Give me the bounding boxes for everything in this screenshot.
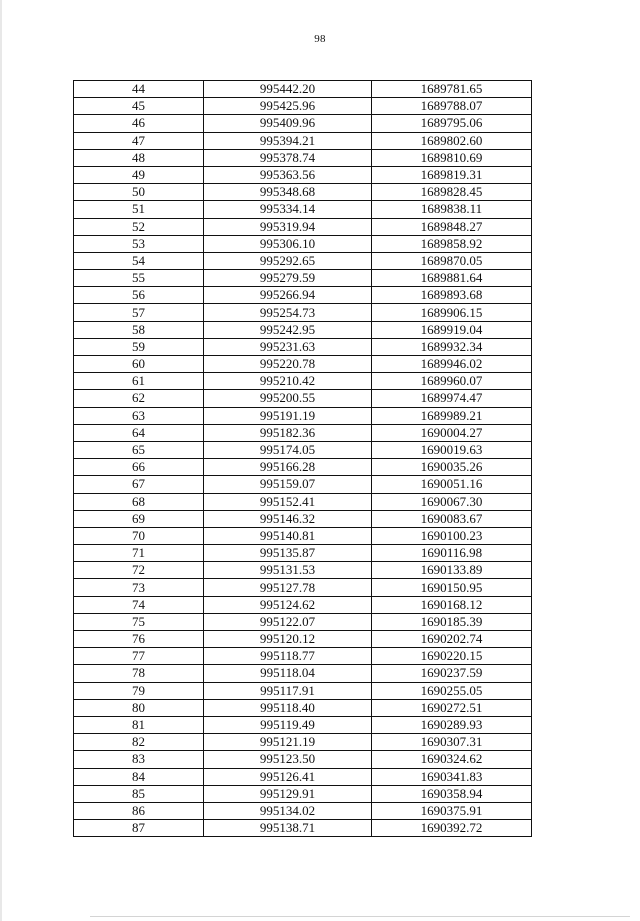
- table-row: [74, 510, 532, 527]
- table-row: [74, 476, 532, 493]
- x-coordinate-cell: 995425.96: [204, 98, 372, 115]
- point-number-cell: 62: [74, 390, 204, 407]
- y-coordinate-cell: 1690220.15: [372, 648, 532, 665]
- scan-edge-bottom: [90, 916, 630, 917]
- table-row: [74, 149, 532, 166]
- y-coordinate-cell: 1689810.69: [372, 149, 532, 166]
- x-coordinate-cell: 995118.77: [204, 648, 372, 665]
- coordinates-table-body: [74, 81, 532, 837]
- x-coordinate-cell: 995279.59: [204, 270, 372, 287]
- y-coordinate-cell: 1689946.02: [372, 356, 532, 373]
- point-number-cell: 57: [74, 304, 204, 321]
- y-coordinate-cell: 1689960.07: [372, 373, 532, 390]
- y-coordinate-cell: 1689881.64: [372, 270, 532, 287]
- point-number-cell: 52: [74, 218, 204, 235]
- y-coordinate-cell: 1690341.83: [372, 768, 532, 785]
- y-coordinate-cell: 1690185.39: [372, 613, 532, 630]
- x-coordinate-cell: 995409.96: [204, 115, 372, 132]
- table-row: [74, 270, 532, 287]
- table-row: [74, 699, 532, 716]
- table-row: [74, 356, 532, 373]
- y-coordinate-cell: 1689795.06: [372, 115, 532, 132]
- table-row: [74, 166, 532, 183]
- point-number-cell: 61: [74, 373, 204, 390]
- x-coordinate-cell: 995146.32: [204, 510, 372, 527]
- table-row: [74, 338, 532, 355]
- point-number-cell: 46: [74, 115, 204, 132]
- point-number-cell: 47: [74, 132, 204, 149]
- point-number-cell: 74: [74, 596, 204, 613]
- y-coordinate-cell: 1690035.26: [372, 459, 532, 476]
- x-coordinate-cell: 995120.12: [204, 631, 372, 648]
- y-coordinate-cell: 1690083.67: [372, 510, 532, 527]
- y-coordinate-cell: 1690051.16: [372, 476, 532, 493]
- x-coordinate-cell: 995131.53: [204, 562, 372, 579]
- x-coordinate-cell: 995122.07: [204, 613, 372, 630]
- point-number-cell: 77: [74, 648, 204, 665]
- y-coordinate-cell: 1690324.62: [372, 751, 532, 768]
- y-coordinate-cell: 1689974.47: [372, 390, 532, 407]
- y-coordinate-cell: 1690202.74: [372, 631, 532, 648]
- table-row: [74, 768, 532, 785]
- x-coordinate-cell: 995118.04: [204, 665, 372, 682]
- y-coordinate-cell: 1689828.45: [372, 184, 532, 201]
- x-coordinate-cell: 995159.07: [204, 476, 372, 493]
- x-coordinate-cell: 995126.41: [204, 768, 372, 785]
- x-coordinate-cell: 995182.36: [204, 424, 372, 441]
- y-coordinate-cell: 1689838.11: [372, 201, 532, 218]
- table-row: [74, 734, 532, 751]
- point-number-cell: 85: [74, 785, 204, 802]
- table-row: [74, 201, 532, 218]
- point-number-cell: 75: [74, 613, 204, 630]
- point-number-cell: 53: [74, 235, 204, 252]
- point-number-cell: 45: [74, 98, 204, 115]
- table-row: [74, 115, 532, 132]
- point-number-cell: 79: [74, 682, 204, 699]
- y-coordinate-cell: 1690168.12: [372, 596, 532, 613]
- table-row: [74, 596, 532, 613]
- x-coordinate-cell: 995127.78: [204, 579, 372, 596]
- table-row: [74, 184, 532, 201]
- point-number-cell: 82: [74, 734, 204, 751]
- x-coordinate-cell: 995152.41: [204, 493, 372, 510]
- y-coordinate-cell: 1689893.68: [372, 287, 532, 304]
- point-number-cell: 81: [74, 716, 204, 733]
- point-number-cell: 66: [74, 459, 204, 476]
- table-row: [74, 579, 532, 596]
- point-number-cell: 67: [74, 476, 204, 493]
- point-number-cell: 84: [74, 768, 204, 785]
- table-row: [74, 287, 532, 304]
- y-coordinate-cell: 1690100.23: [372, 527, 532, 544]
- x-coordinate-cell: 995129.91: [204, 785, 372, 802]
- x-coordinate-cell: 995231.63: [204, 338, 372, 355]
- point-number-cell: 86: [74, 802, 204, 819]
- point-number-cell: 49: [74, 166, 204, 183]
- point-number-cell: 54: [74, 252, 204, 269]
- x-coordinate-cell: 995191.19: [204, 407, 372, 424]
- table-row: [74, 648, 532, 665]
- table-row: [74, 81, 532, 98]
- x-coordinate-cell: 995138.71: [204, 820, 372, 837]
- table-row: [74, 613, 532, 630]
- point-number-cell: 80: [74, 699, 204, 716]
- table-row: [74, 802, 532, 819]
- x-coordinate-cell: 995442.20: [204, 81, 372, 98]
- point-number-cell: 51: [74, 201, 204, 218]
- table-row: [74, 631, 532, 648]
- point-number-cell: 60: [74, 356, 204, 373]
- x-coordinate-cell: 995123.50: [204, 751, 372, 768]
- x-coordinate-cell: 995210.42: [204, 373, 372, 390]
- point-number-cell: 48: [74, 149, 204, 166]
- y-coordinate-cell: 1689989.21: [372, 407, 532, 424]
- y-coordinate-cell: 1689919.04: [372, 321, 532, 338]
- point-number-cell: 70: [74, 527, 204, 544]
- point-number-cell: 64: [74, 424, 204, 441]
- point-number-cell: 71: [74, 545, 204, 562]
- table-row: [74, 390, 532, 407]
- x-coordinate-cell: 995119.49: [204, 716, 372, 733]
- x-coordinate-cell: 995378.74: [204, 149, 372, 166]
- table-row: [74, 424, 532, 441]
- x-coordinate-cell: 995134.02: [204, 802, 372, 819]
- table-row: [74, 785, 532, 802]
- x-coordinate-cell: 995200.55: [204, 390, 372, 407]
- table-row: [74, 562, 532, 579]
- table-row: [74, 716, 532, 733]
- y-coordinate-cell: 1690358.94: [372, 785, 532, 802]
- table-row: [74, 820, 532, 837]
- x-coordinate-cell: 995121.19: [204, 734, 372, 751]
- table-row: [74, 493, 532, 510]
- table-row: [74, 545, 532, 562]
- point-number-cell: 76: [74, 631, 204, 648]
- table-row: [74, 665, 532, 682]
- point-number-cell: 56: [74, 287, 204, 304]
- y-coordinate-cell: 1689802.60: [372, 132, 532, 149]
- x-coordinate-cell: 995319.94: [204, 218, 372, 235]
- x-coordinate-cell: 995140.81: [204, 527, 372, 544]
- x-coordinate-cell: 995363.56: [204, 166, 372, 183]
- point-number-cell: 55: [74, 270, 204, 287]
- y-coordinate-cell: 1689870.05: [372, 252, 532, 269]
- point-number-cell: 87: [74, 820, 204, 837]
- y-coordinate-cell: 1690307.31: [372, 734, 532, 751]
- y-coordinate-cell: 1690255.05: [372, 682, 532, 699]
- x-coordinate-cell: 995334.14: [204, 201, 372, 218]
- x-coordinate-cell: 995254.73: [204, 304, 372, 321]
- x-coordinate-cell: 995292.65: [204, 252, 372, 269]
- y-coordinate-cell: 1689848.27: [372, 218, 532, 235]
- table-row: [74, 321, 532, 338]
- point-number-cell: 63: [74, 407, 204, 424]
- point-number-cell: 44: [74, 81, 204, 98]
- page-number: 98: [314, 33, 326, 45]
- x-coordinate-cell: 995348.68: [204, 184, 372, 201]
- point-number-cell: 83: [74, 751, 204, 768]
- y-coordinate-cell: 1690289.93: [372, 716, 532, 733]
- point-number-cell: 72: [74, 562, 204, 579]
- x-coordinate-cell: 995117.91: [204, 682, 372, 699]
- x-coordinate-cell: 995124.62: [204, 596, 372, 613]
- table-row: [74, 373, 532, 390]
- x-coordinate-cell: 995220.78: [204, 356, 372, 373]
- table-row: [74, 527, 532, 544]
- point-number-cell: 65: [74, 441, 204, 458]
- y-coordinate-cell: 1690004.27: [372, 424, 532, 441]
- coordinates-table: [73, 80, 532, 837]
- table-row: [74, 751, 532, 768]
- x-coordinate-cell: 995118.40: [204, 699, 372, 716]
- x-coordinate-cell: 995394.21: [204, 132, 372, 149]
- point-number-cell: 50: [74, 184, 204, 201]
- table-row: [74, 304, 532, 321]
- y-coordinate-cell: 1689788.07: [372, 98, 532, 115]
- scan-edge-left: [0, 0, 2, 921]
- table-row: [74, 235, 532, 252]
- y-coordinate-cell: 1690116.98: [372, 545, 532, 562]
- x-coordinate-cell: 995135.87: [204, 545, 372, 562]
- table-row: [74, 252, 532, 269]
- table-row: [74, 132, 532, 149]
- x-coordinate-cell: 995266.94: [204, 287, 372, 304]
- x-coordinate-cell: 995166.28: [204, 459, 372, 476]
- y-coordinate-cell: 1689781.65: [372, 81, 532, 98]
- y-coordinate-cell: 1689932.34: [372, 338, 532, 355]
- y-coordinate-cell: 1690150.95: [372, 579, 532, 596]
- point-number-cell: 69: [74, 510, 204, 527]
- point-number-cell: 59: [74, 338, 204, 355]
- y-coordinate-cell: 1690375.91: [372, 802, 532, 819]
- y-coordinate-cell: 1689858.92: [372, 235, 532, 252]
- x-coordinate-cell: 995174.05: [204, 441, 372, 458]
- point-number-cell: 73: [74, 579, 204, 596]
- y-coordinate-cell: 1690133.89: [372, 562, 532, 579]
- table-row: [74, 682, 532, 699]
- y-coordinate-cell: 1690067.30: [372, 493, 532, 510]
- table-row: [74, 218, 532, 235]
- point-number-cell: 58: [74, 321, 204, 338]
- table-row: [74, 459, 532, 476]
- point-number-cell: 78: [74, 665, 204, 682]
- table-row: [74, 407, 532, 424]
- y-coordinate-cell: 1689819.31: [372, 166, 532, 183]
- x-coordinate-cell: 995242.95: [204, 321, 372, 338]
- y-coordinate-cell: 1690272.51: [372, 699, 532, 716]
- y-coordinate-cell: 1689906.15: [372, 304, 532, 321]
- table-row: [74, 441, 532, 458]
- point-number-cell: 68: [74, 493, 204, 510]
- y-coordinate-cell: 1690392.72: [372, 820, 532, 837]
- table-row: [74, 98, 532, 115]
- y-coordinate-cell: 1690019.63: [372, 441, 532, 458]
- y-coordinate-cell: 1690237.59: [372, 665, 532, 682]
- x-coordinate-cell: 995306.10: [204, 235, 372, 252]
